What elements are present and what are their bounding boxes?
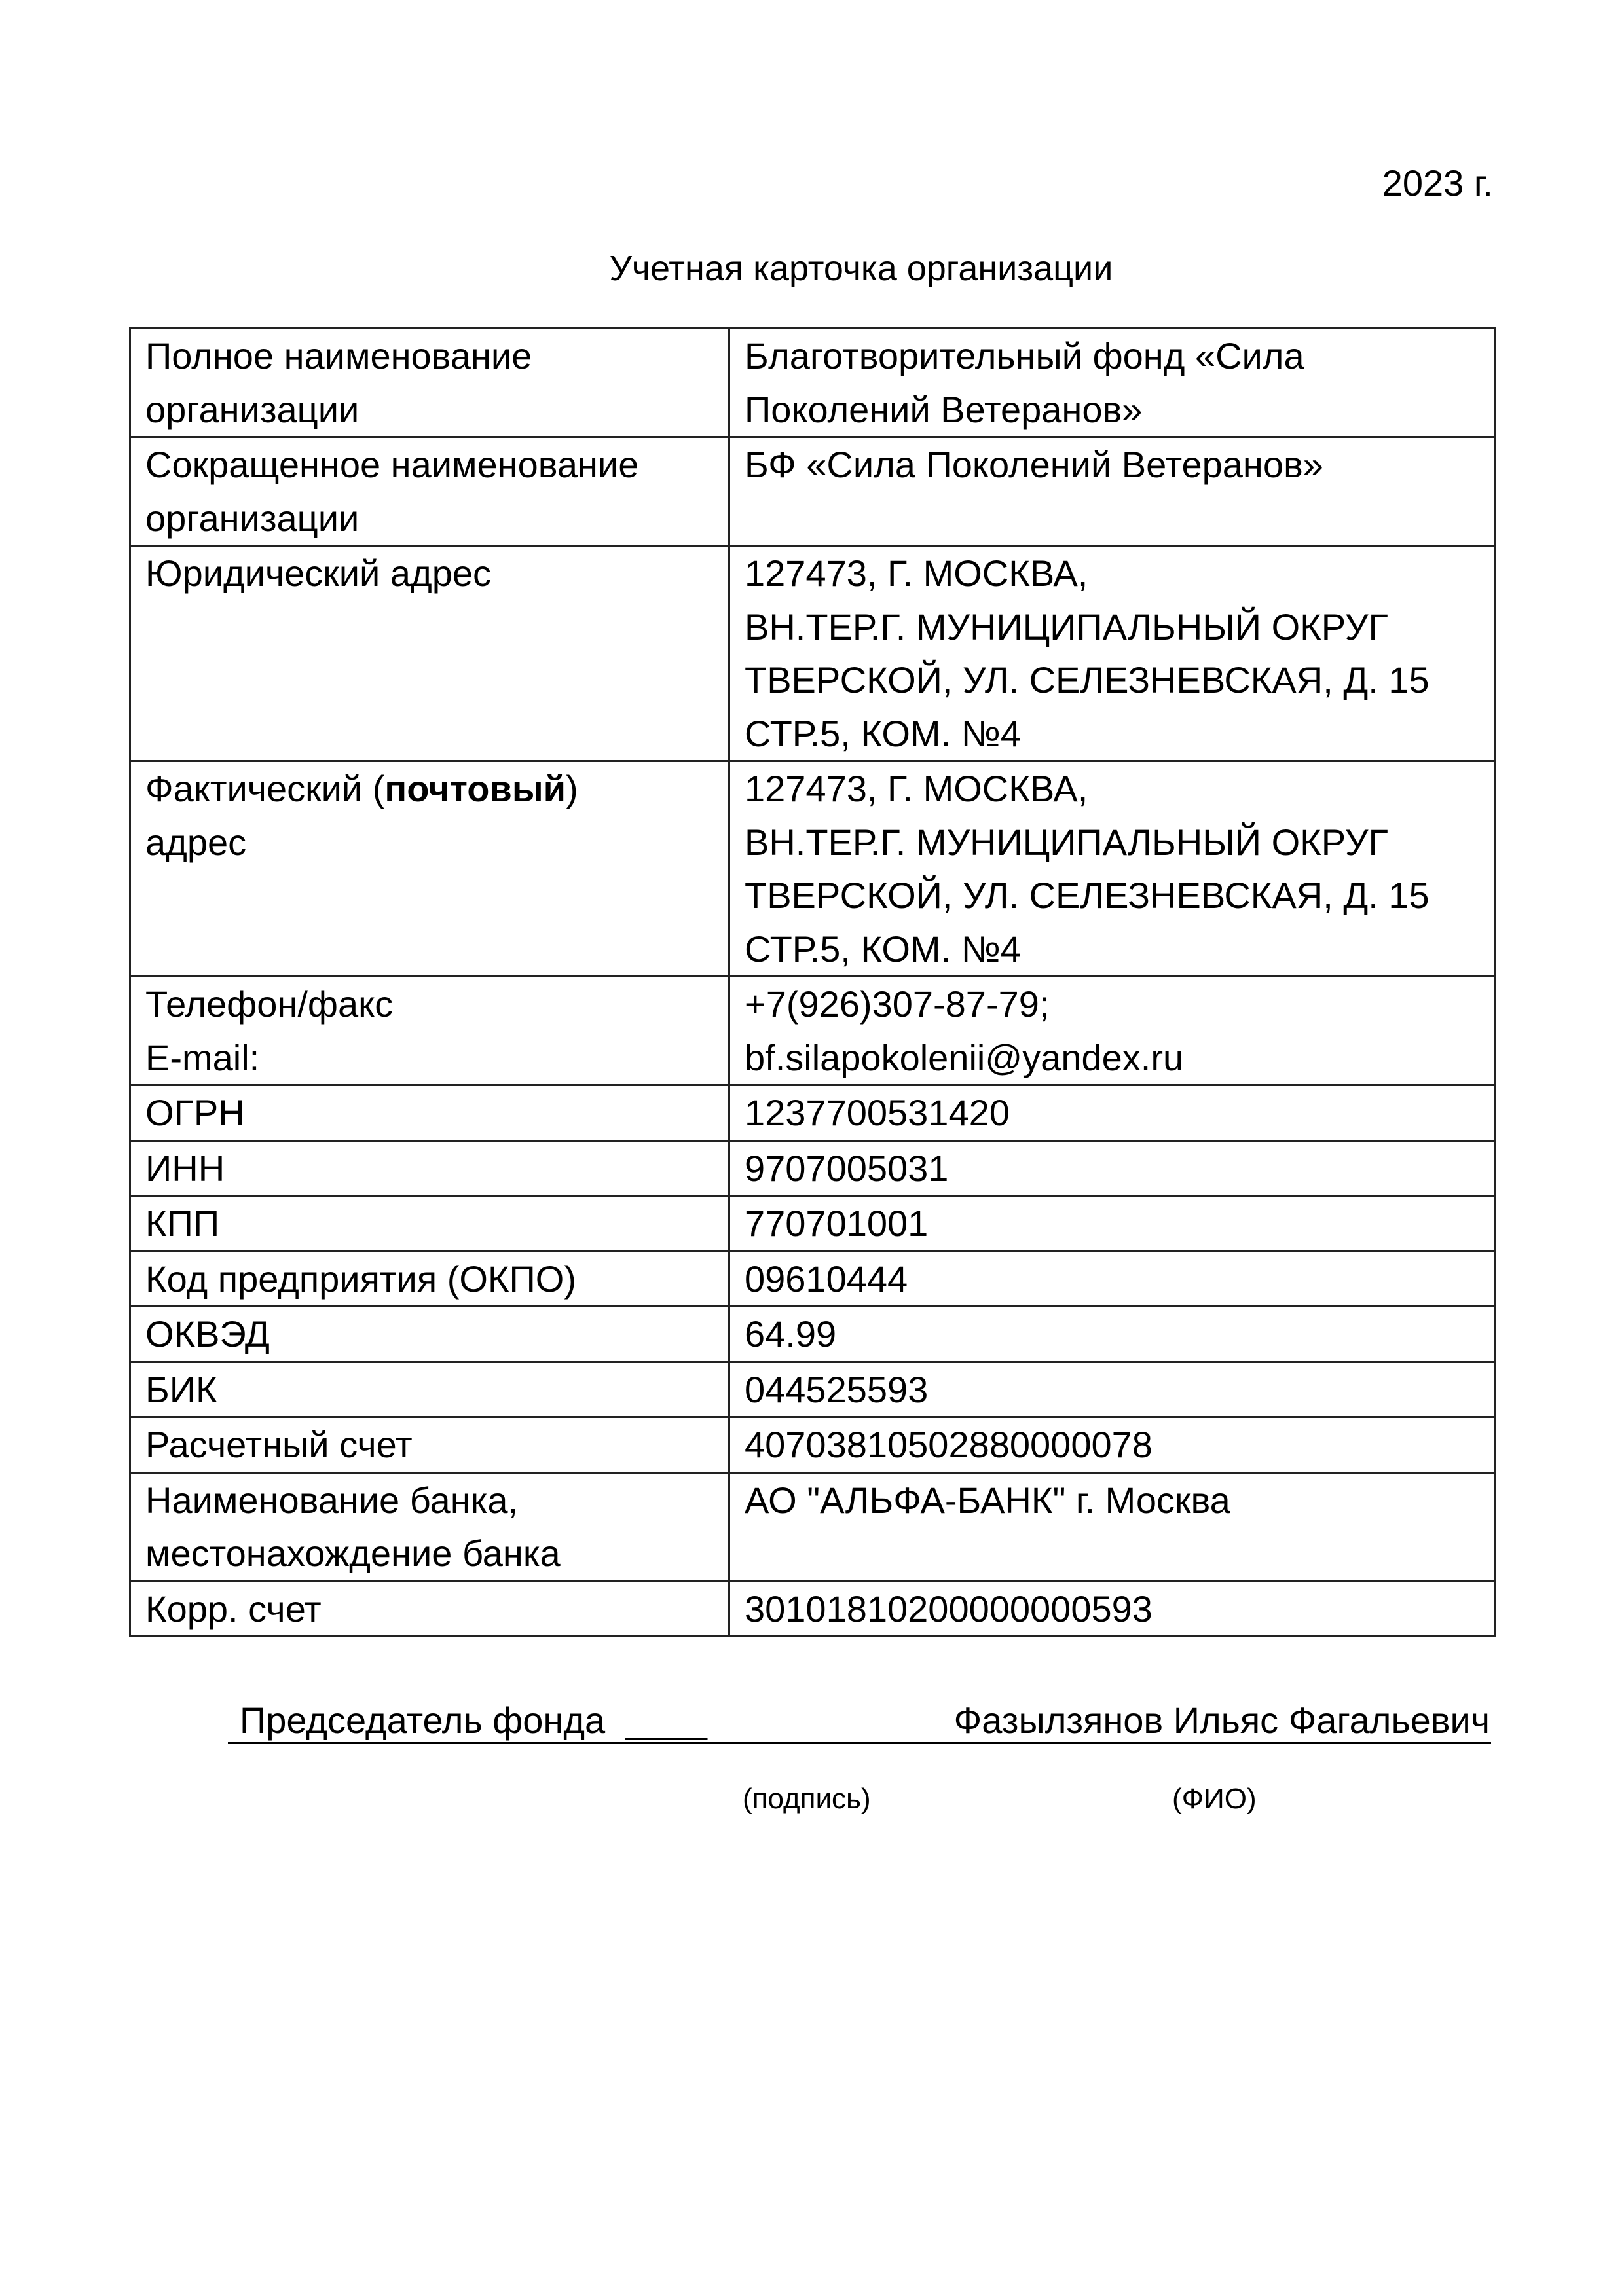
table-row <box>130 1362 1496 1417</box>
value-line: СТР.5, КОМ. №4 <box>745 928 1021 970</box>
row-value <box>729 437 1496 546</box>
row-value: 09610444 <box>729 1251 1496 1307</box>
value-line: ВН.ТЕР.Г. МУНИЦИПАЛЬНЫЙ ОКРУГ <box>745 821 1388 863</box>
organization-card-table <box>129 327 1496 1637</box>
value-line: АО "АЛЬФА-БАНК" г. Москва <box>745 1479 1230 1521</box>
row-label: Код предприятия (ОКПО) <box>130 1251 729 1307</box>
value-line: bf.silapokolenii@yandex.ru <box>745 1036 1184 1078</box>
table-row <box>130 1251 1496 1307</box>
row-label <box>130 546 729 761</box>
table-row <box>130 437 1496 546</box>
signature-underline <box>228 1742 1491 1744</box>
label-line: Сокращенное наименование <box>145 444 639 485</box>
table-row <box>130 1307 1496 1362</box>
label-text: Фактический ( <box>145 768 385 809</box>
value-line: 127473, Г. МОСКВА, <box>745 768 1088 809</box>
value-line: БФ «Сила Поколений Ветеранов» <box>745 444 1323 485</box>
signature-caption: (подпись) <box>743 1783 871 1815</box>
row-label <box>130 761 729 977</box>
row-value: 044525593 <box>729 1362 1496 1417</box>
table-row <box>130 1472 1496 1581</box>
row-label <box>130 329 729 437</box>
value-line: 127473, Г. МОСКВА, <box>745 553 1088 594</box>
label-line: Юридический адрес <box>145 553 492 594</box>
row-value: 40703810502880000078 <box>729 1417 1496 1473</box>
value-line: ВН.ТЕР.Г. МУНИЦИПАЛЬНЫЙ ОКРУГ <box>745 606 1388 647</box>
label-line: Наименование банка, <box>145 1479 519 1521</box>
row-value: 770701001 <box>729 1196 1496 1252</box>
row-label <box>130 1472 729 1581</box>
value-line: Поколений Ветеранов» <box>745 388 1143 430</box>
document-title: Учетная карточка организации <box>609 249 1113 288</box>
table-row <box>130 977 1496 1085</box>
row-label: КПП <box>130 1196 729 1252</box>
table-row <box>130 1581 1496 1637</box>
table-row <box>130 1140 1496 1196</box>
label-line: Телефон/факс <box>145 983 394 1025</box>
label-line: организации <box>145 497 360 539</box>
row-value <box>729 1472 1496 1581</box>
table-row <box>130 546 1496 761</box>
label-line <box>145 762 715 816</box>
value-line: ТВЕРСКОЙ, УЛ. СЕЛЕЗНЕВСКАЯ, Д. 15 <box>745 875 1430 916</box>
value-line: СТР.5, КОМ. №4 <box>745 712 1021 754</box>
row-label: БИК <box>130 1362 729 1417</box>
signature-blank: ____ <box>625 1700 707 1741</box>
row-value: 64.99 <box>729 1307 1496 1362</box>
label-line: местонахождение банка <box>145 1533 561 1574</box>
document-year: 2023 г. <box>1382 162 1493 204</box>
position-text: Председатель фонда <box>240 1700 606 1741</box>
value-line: ТВЕРСКОЙ, УЛ. СЕЛЕЗНЕВСКАЯ, Д. 15 <box>745 659 1430 701</box>
row-value <box>729 977 1496 1085</box>
row-value: 30101810200000000593 <box>729 1581 1496 1637</box>
value-line: Благотворительный фонд «Сила <box>745 335 1304 376</box>
row-label: Корр. счет <box>130 1581 729 1637</box>
row-label <box>130 437 729 546</box>
label-line: организации <box>145 388 360 430</box>
table-row <box>130 1196 1496 1252</box>
row-label <box>130 977 729 1085</box>
signature-line <box>229 1699 1490 1745</box>
row-value <box>729 329 1496 437</box>
row-label: ИНН <box>130 1140 729 1196</box>
row-value <box>729 546 1496 761</box>
row-label: ОКВЭД <box>130 1307 729 1362</box>
row-value: 1237700531420 <box>729 1085 1496 1141</box>
row-label: ОГРН <box>130 1085 729 1141</box>
label-line: Полное наименование <box>145 335 532 376</box>
label-text: ) <box>566 768 578 809</box>
row-value: 9707005031 <box>729 1140 1496 1196</box>
signatory-name: Фазылзянов Ильяс Фагальевич <box>953 1700 1490 1741</box>
row-label: Расчетный счет <box>130 1417 729 1473</box>
table-row <box>130 1085 1496 1141</box>
label-bold-text: почтовый <box>384 768 566 809</box>
signatory-position <box>240 1699 707 1742</box>
table-row <box>130 1417 1496 1473</box>
table-row <box>130 761 1496 977</box>
value-line: +7(926)307-87-79; <box>745 983 1050 1025</box>
label-line: адрес <box>145 821 247 863</box>
label-line: E-mail: <box>145 1036 260 1078</box>
table-row <box>130 329 1496 437</box>
row-value <box>729 761 1496 977</box>
name-caption: (ФИО) <box>1172 1783 1257 1815</box>
